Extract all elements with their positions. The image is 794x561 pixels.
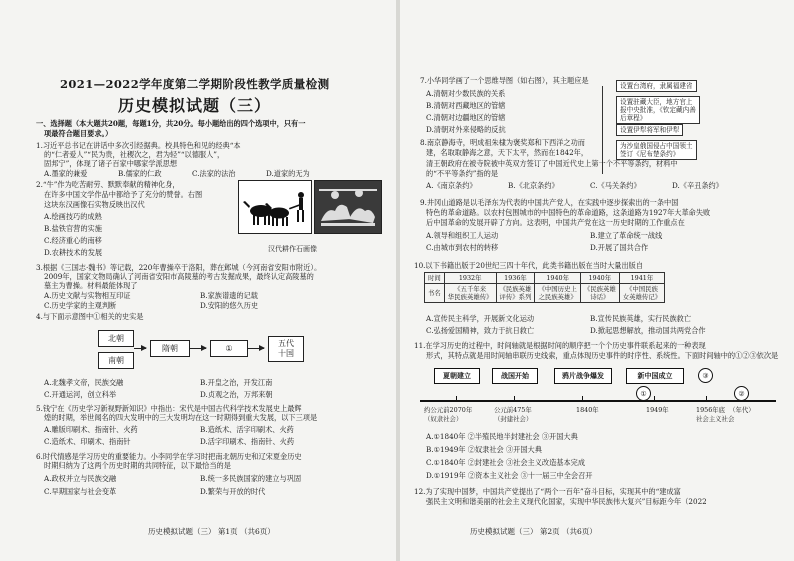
table-cell: 书名	[425, 284, 445, 303]
q11-line: 11.在学习历史的过程中，时间轴就是根据时间的顺序把一个个历史事件联系起来的一种表现	[414, 341, 706, 350]
q2-option[interactable]: C.经济重心的南移	[44, 236, 102, 245]
q2-line: 在许多中国文学作品中都给予了充分的赞誉。右图	[44, 190, 203, 199]
q11-line: 形式，其特点就是用时间轴串联历史线索，重点体现历史事件的时序性、系统性。下面时间轴中的①②③依次是	[426, 351, 779, 360]
q4-option[interactable]: C.开通运河，创立科举	[44, 390, 117, 399]
table-row	[425, 273, 665, 284]
exam-page-2	[400, 0, 794, 561]
timeline-label: 公元前475年 （封建社会）	[494, 406, 533, 423]
q2-line: 2.“牛”作为吃苦耐劳、默默奉献的精神化身，	[36, 180, 180, 189]
exam-title: 历史模拟试题（三）	[118, 96, 272, 115]
q2-option[interactable]: D.农耕技术的发展	[44, 248, 103, 257]
q1-option[interactable]: A.墨家的兼爱	[44, 169, 88, 178]
q2-option[interactable]: B.盐铁官营的实施	[44, 224, 102, 233]
diagram-box-blank: ①	[210, 340, 248, 357]
q4-line: 4.与下面示意图中①相关的史实是	[36, 312, 144, 321]
q8-line: 8.南京静海寺，明成祖朱棣为褒奖郑和下西洋之功而	[420, 138, 585, 147]
diagram-box-sui: 隋朝	[150, 340, 190, 357]
q6-line: 6.时代情感是学习历史的重要能力。小李同学在学习时把南北朝历史和辽宋夏金历史	[36, 452, 302, 461]
q6-option[interactable]: D.繁荣与开放的时代	[200, 487, 266, 496]
q11-option[interactable]: B.①1949年 ②奴隶社会 ③开国大典	[426, 445, 542, 454]
q5-option[interactable]: D.活字印刷术、指南针、火药	[200, 437, 295, 446]
q5-line: 煌的时期，举世闻名的四大发明中的三大发明均在这一时期得到重大发展，以下三项是	[44, 413, 318, 422]
q3-line: 3.根据《三国志·魏书》等记载，220年曹操卒于洛阳，葬在邺城（今河南省安阳市附近）。	[36, 263, 322, 272]
q7-option[interactable]: A.清朝对少数民族的关系	[426, 89, 506, 98]
timeline-axis	[420, 400, 776, 402]
q10-option[interactable]: B.宣传民族英雄，实行民族救亡	[590, 314, 692, 323]
q8-option[interactable]: C.《马关条约》	[590, 181, 641, 190]
diagram-arrow	[190, 348, 206, 349]
q9-option[interactable]: A.领导和组织工人运动	[426, 231, 499, 240]
timeline-label: 约公元前2070年 （奴隶社会）	[424, 406, 473, 423]
timeline-event-opium-war: 鸦片战争爆发	[554, 368, 612, 384]
q1-line: 1.习近平总书记在讲话中多次引经据典。校具特色和见的经典“本	[36, 141, 241, 150]
ox-plowing-image	[238, 180, 312, 234]
q8-line: 的“不平等条约”指的是	[426, 169, 499, 178]
q5-option[interactable]: A.雕版印刷术、指南针、火药	[44, 425, 138, 434]
table-cell: 1940年	[535, 273, 580, 284]
q8-option[interactable]: D.《辛丑条约》	[672, 181, 723, 190]
q3-option[interactable]: B.家族谱遗的记载	[200, 291, 258, 300]
table-cell: 1932年	[444, 273, 496, 284]
table-cell: 《中国民族 女英雄传记》	[619, 284, 664, 303]
diagram-box-north: 北朝	[98, 330, 134, 347]
table-cell: 1941年	[619, 273, 664, 284]
q6-option[interactable]: C.早期国家与社会变革	[44, 487, 117, 496]
q9-option[interactable]: D.开展了国共合作	[590, 243, 649, 252]
timeline-tick	[706, 396, 707, 401]
timeline-blank-3: ③	[698, 368, 713, 383]
q4-option[interactable]: A.北魏孝文帝，民族交融	[44, 378, 124, 387]
q4-option[interactable]: D.贞观之治，万邦来朝	[200, 390, 273, 399]
q1-option[interactable]: D.道家的无为	[266, 169, 310, 178]
q9-line: 特色的革命道路。以农村包围城市的中国特色的革命道路，这条道路为1927年大革命失败	[426, 208, 711, 217]
diagram-box-south: 南朝	[98, 352, 134, 369]
q10-option[interactable]: A.宣传民主科学，开展新文化运动	[426, 314, 535, 323]
q8-line: 清王朝政府在被寺院被中英双方签订了中国近代史上第一个不平等条约，材料中	[426, 159, 678, 168]
q4-option[interactable]: B.开皇之治，开发江南	[200, 378, 273, 387]
q7-option[interactable]: C.清朝对边疆地区的管辖	[426, 113, 506, 122]
q9-option[interactable]: B.建立了革命统一战线	[590, 231, 663, 240]
q11-option[interactable]: A.①1840年 ②半殖民地半封建社会 ③开国大典	[426, 432, 578, 441]
timeline-tick	[654, 396, 655, 401]
q10-line: 10.以下书籍出版于20世纪三四十年代，此类书籍出版在当时大量出版自	[414, 261, 644, 270]
diagram-arrow	[248, 348, 264, 349]
q5-line: 5.钱宁在《历史学习新视野新知识》中指出：宋代是中国古代科学技术发展史上最辉	[36, 404, 302, 413]
q12-line: 强民主文明和谐美丽的社会主义现代化国家，实现中华民族伟大复兴”目标距今年（2022	[426, 497, 707, 506]
stone-relief-image	[314, 180, 382, 234]
q10-option[interactable]: D.掀起思想解放，推动国共两党合作	[590, 326, 706, 335]
q3-line: 2009年，国家文物局确认了河南省安阳市高陵墓的考古发掘成果，最终认定高陵墓的	[44, 272, 314, 281]
q9-line: 9.井冈山道路是以毛泽东为代表的中国共产党人，在实践中逐步探索出的一条中国	[420, 198, 679, 207]
q1-option[interactable]: B.儒家的仁政	[118, 169, 162, 178]
timeline-event-prc: 新中国成立	[626, 368, 684, 384]
timeline-tick	[514, 396, 515, 401]
page-footer-1: 历史模拟试题（三） 第1页 （共6页）	[148, 527, 275, 536]
table-cell: 1936年	[496, 273, 535, 284]
timeline-blank-2: ②	[734, 386, 749, 401]
q2-option[interactable]: A.绘画技巧的成熟	[44, 212, 102, 221]
diagram-box-five-dynasties: 五代 十国	[268, 336, 304, 362]
timeline-blank-1: ①	[636, 386, 651, 401]
q11-option[interactable]: D.①1919年 ②资本主义社会 ③十一届三中全会召开	[426, 471, 593, 480]
q5-option[interactable]: C.造纸术、印刷术、指南针	[44, 437, 131, 446]
table-row	[425, 284, 665, 303]
timeline-tick	[582, 396, 583, 401]
table-cell: 时间	[425, 273, 445, 284]
table-cell: 《中国历史上 之民族英雄》	[535, 284, 580, 303]
q9-option[interactable]: C.由城市到农村的转移	[426, 243, 499, 252]
mind-map-item-taiwan: 设置台湾府，隶属福建省	[616, 80, 697, 92]
q10-option[interactable]: C.弘扬爱国精神，致力于抗日救亡	[426, 326, 535, 335]
q7-line: 7.小华同学画了一个思维导图（如右图），其主题应是	[420, 76, 589, 85]
diagram-arrow	[134, 348, 146, 349]
timeline-event-warring-states: 战国开始	[492, 368, 538, 384]
table-cell: 《五千年来 华民族英雄传》	[444, 284, 496, 303]
q8-option[interactable]: B.《北京条约》	[508, 181, 559, 190]
q6-option[interactable]: A.政权并立与民族交融	[44, 474, 117, 483]
q3-option[interactable]: D.安阳的悠久历史	[200, 301, 259, 310]
q1-line: 固邦宁”，体现了诸子百家中哪家学派思想	[44, 159, 178, 168]
q2-image-caption: 汉代耕作石画像	[268, 245, 317, 253]
table-cell: 1940年	[580, 273, 619, 284]
q12-line: 12.为了实现中国梦，中国共产党提出了“两个一百年”奋斗目标，实现其中的“建成富	[414, 487, 681, 496]
q7-option[interactable]: D.清朝对外来侵略的反抗	[426, 125, 506, 134]
section-heading-2: 项最符合题目要求。）	[44, 129, 113, 138]
timeline-label: 1956年底 （年代） 社会主义社会	[696, 406, 755, 423]
timeline-tick	[456, 396, 457, 401]
timeline-event-xia: 夏朝建立	[434, 368, 480, 384]
mind-map-item-tibet: 设置驻藏大臣，地方官上 报中央批准，《钦定藏内善 后章程》	[616, 96, 700, 124]
timeline-label: 1840年	[576, 406, 599, 414]
q2-line: 这块东汉画像石实物反映出汉代	[44, 200, 145, 209]
q3-option[interactable]: A.历史文献与实物相互印证	[44, 291, 131, 300]
timeline-label: 1949年	[646, 406, 669, 414]
table-cell: 《民族英雄 评传》系列	[496, 284, 535, 303]
q9-line: 后中国革命的发展开辟了方向。这表明，中国共产党在这一历史时期的工作重点在	[426, 218, 685, 227]
q1-option[interactable]: C.法家的法治	[192, 169, 236, 178]
q10-books-table	[424, 272, 665, 303]
q1-line: 的“仁者爱人”“民为贵，社稷次之，君为轻”“以德服人”，	[44, 150, 225, 159]
q6-option[interactable]: B.统一多民族国家的建立与巩固	[200, 474, 302, 483]
q3-option[interactable]: C.历史学家的主观判断	[44, 301, 117, 310]
exam-header-title: 2021—2022学年度第二学期阶段性教学质量检测	[60, 77, 330, 91]
mind-map-item-russia: 为沙皇俄国侵占中国领土 签订《尼布楚条约》	[616, 140, 697, 160]
q8-option[interactable]: A.《南京条约》	[426, 181, 477, 190]
q5-option[interactable]: B.造纸术、活字印刷术、火药	[200, 425, 294, 434]
table-cell: 《民族英雄 诗话》	[580, 284, 619, 303]
q7-option[interactable]: B.清朝对西藏地区的管辖	[426, 101, 506, 110]
mind-map-item-xinjiang: 设置伊犁将军和伊犁	[616, 124, 683, 136]
q8-line: 建，名取取静海之意，天下太平，然而在1842年，	[426, 148, 589, 157]
section-heading: 一、选择题（本大题共20题，每题1分，共20分。每小题给出的四个选项中，只有一	[36, 119, 306, 128]
page-footer-2: 历史模拟试题（三） 第2页 （共6页）	[470, 527, 597, 536]
q11-option[interactable]: C.①1840年 ②封建社会 ③社会主义改造基本完成	[426, 458, 586, 467]
q6-line: 时期归纳为了这两个历史时期的共同特征，以下最恰当的是	[44, 461, 231, 470]
q3-line: 墓主为曹操。材料最能体现了	[44, 281, 138, 290]
